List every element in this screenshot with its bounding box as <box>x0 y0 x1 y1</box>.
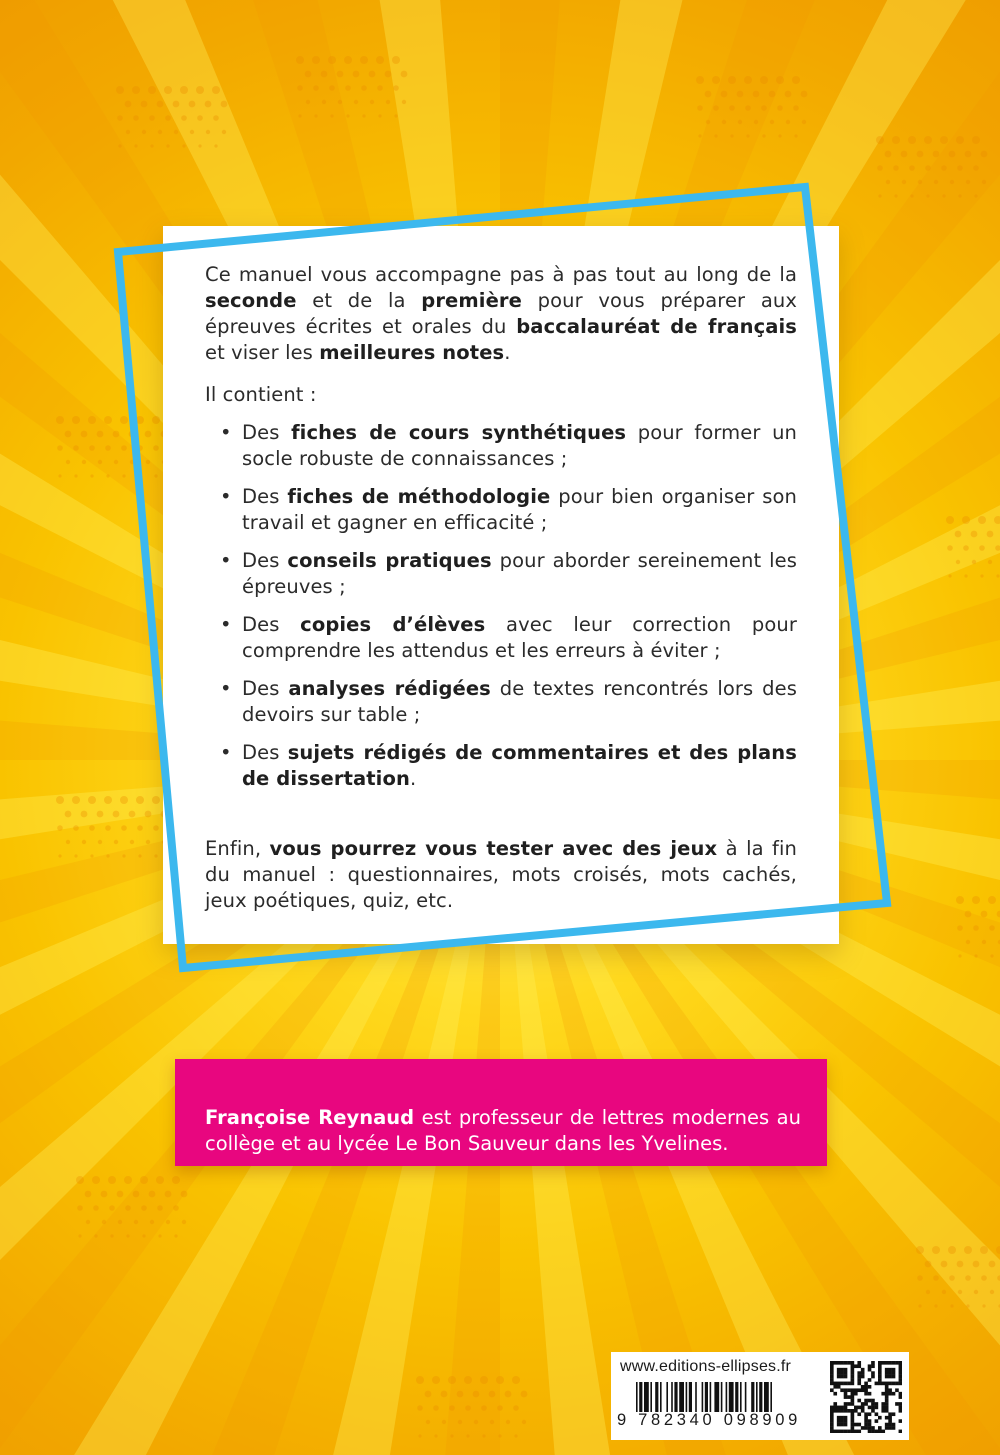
outro-paragraph: Enfin, vous pourrez vous tester avec des jeux à la fin du manuel : questionnaires, mots croisés, mots cachés, jeux poétiques, quiz, etc. <box>205 837 798 912</box>
isbn-number: 9 782340 098909 <box>617 1411 801 1429</box>
list-item: • Des fiches de méthodologie pour bien organiser son travail et gagner en efficacité ; <box>242 484 797 536</box>
author-name: Françoise Reynaud <box>205 1105 415 1129</box>
description-text <box>205 262 797 914</box>
list-item: • Des sujets rédigés de commentaires et des plans de dissertation. <box>242 740 797 792</box>
publisher-website: www.editions-ellipses.fr <box>620 1358 792 1375</box>
isbn-barcode <box>636 1382 822 1412</box>
contents-list <box>205 420 797 792</box>
qr-code <box>830 1361 902 1433</box>
list-item: • Des analyses rédigées de textes rencontrés lors des devoirs sur table ; <box>242 676 797 728</box>
list-item: • Des conseils pratiques pour aborder sereinement les épreuves ; <box>242 548 797 600</box>
contents-heading: Il contient : <box>205 383 317 406</box>
barcode-panel <box>611 1352 909 1440</box>
author-bio: Françoise Reynaud est professeur de lettres modernes au collège et au lycée Le Bon Sauveur dans les Yvelines. <box>205 1105 801 1155</box>
intro-paragraph: Ce manuel vous accompagne pas à pas tout au long de la seconde et de la première pour vous préparer aux épreuves écrites et orales du baccalauréat de français et viser les meilleures notes. <box>205 263 797 364</box>
list-item: • Des copies d’élèves avec leur correction pour comprendre les attendus et les erreurs à éviter ; <box>242 612 797 664</box>
list-item: • Des fiches de cours synthétiques pour former un socle robuste de connaissances ; <box>242 420 797 472</box>
author-box <box>175 1059 827 1166</box>
